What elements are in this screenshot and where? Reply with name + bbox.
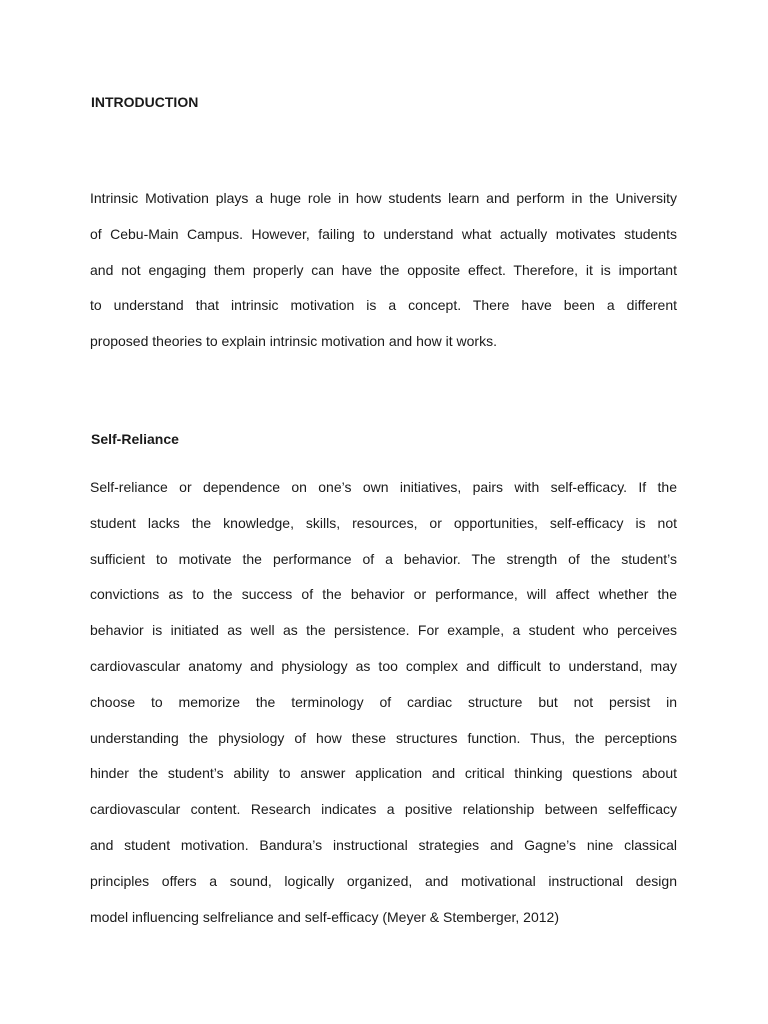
self-reliance-heading: Self-Reliance bbox=[91, 431, 179, 447]
paragraph-line: behavior is initiated as well as the persistence. For example, a student who perceives bbox=[90, 622, 677, 639]
self-reliance-paragraph bbox=[90, 477, 677, 942]
paragraph-line: and not engaging them properly can have the opposite effect. Therefore, it is important bbox=[90, 261, 677, 278]
paragraph-line: hinder the student’s ability to answer application and critical thinking questions about bbox=[90, 765, 677, 782]
introduction-paragraph bbox=[90, 188, 677, 367]
paragraph-line: convictions as to the success of the behavior or performance, will affect whether the bbox=[90, 586, 677, 603]
paragraph-line: student lacks the knowledge, skills, resources, or opportunities, self-efficacy is not bbox=[90, 514, 677, 531]
introduction-heading: INTRODUCTION bbox=[91, 94, 199, 110]
paragraph-line: cardiovascular anatomy and physiology as too complex and difficult to understand, may bbox=[90, 657, 677, 674]
paragraph-line: proposed theories to explain intrinsic motivation and how it works. bbox=[90, 333, 497, 350]
paragraph-line: of Cebu-Main Campus. However, failing to understand what actually motivates students bbox=[90, 225, 677, 242]
paragraph-line: principles offers a sound, logically organized, and motivational instructional design bbox=[90, 872, 677, 889]
paragraph-line: choose to memorize the terminology of cardiac structure but not persist in bbox=[90, 693, 677, 710]
paragraph-line: to understand that intrinsic motivation is a concept. There have been a different bbox=[90, 297, 677, 314]
paragraph-line: understanding the physiology of how these structures function. Thus, the perceptions bbox=[90, 729, 677, 746]
paragraph-line: cardiovascular content. Research indicates a positive relationship between selfefficacy bbox=[90, 801, 677, 818]
paragraph-line: model influencing selfreliance and self-efficacy (Meyer & Stemberger, 2012) bbox=[90, 908, 559, 925]
paragraph-line: sufficient to motivate the performance of a behavior. The strength of the student’s bbox=[90, 550, 677, 567]
paragraph-line: Intrinsic Motivation plays a huge role in how students learn and perform in the University bbox=[90, 190, 677, 206]
paragraph-line: and student motivation. Bandura’s instructional strategies and Gagne’s nine classical bbox=[90, 836, 677, 853]
paragraph-line: Self-reliance or dependence on one’s own initiatives, pairs with self-efficacy. If the bbox=[90, 479, 677, 495]
